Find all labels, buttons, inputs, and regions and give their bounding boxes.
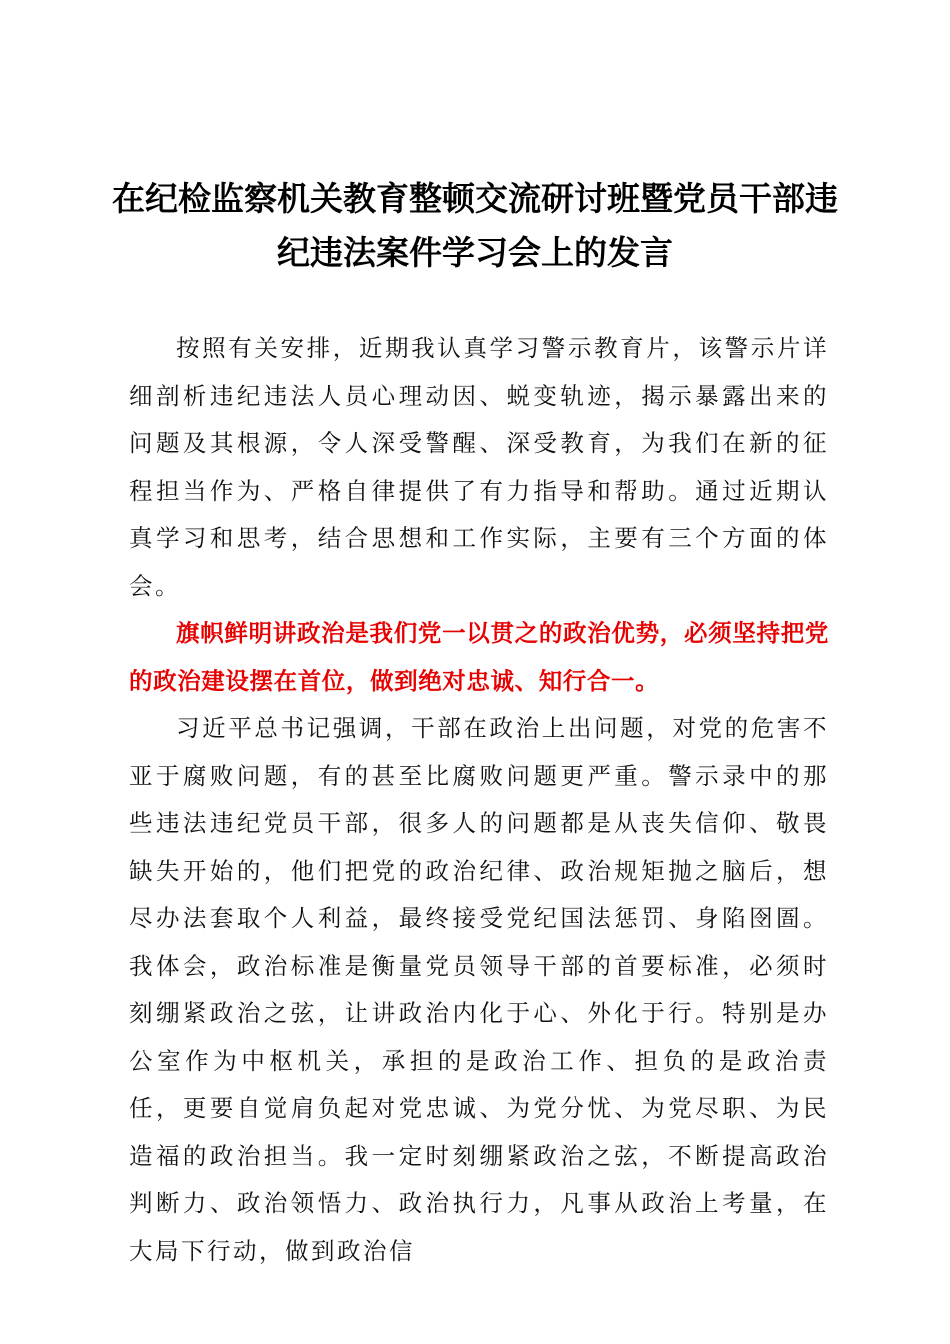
intro-paragraph: 按照有关安排，近期我认真学习警示教育片，该警示片详细剖析违纪违法人员心理动因、蜕变轨迹，揭示暴露出来的问题及其根源，令人深受警醒、深受教育，为我们在新的征程担当作为、严格自律提供了有力指导和帮助。通过近期认真学习和思考，结合思想和工作实际，主要有三个方面的体会。 xyxy=(129,334,829,600)
document-title: 在纪检监察机关教育整顿交流研讨班暨党员干部违纪违法案件学习会上的发言 xyxy=(112,179,838,272)
section-heading-politics: 旗帜鲜明讲政治是我们党一以贯之的政治优势，必须坚持把党的政治建设摆在首位，做到绝对忠诚、知行合一。 xyxy=(129,619,829,695)
body-paragraph-politics: 习近平总书记强调，干部在政治上出问题，对党的危害不亚于腐败问题，有的甚至比腐败问题更严重。警示录中的那些违法违纪党员干部，很多人的问题都是从丧失信仰、敬畏缺失开始的，他们把党的政治纪律、政治规矩抛之脑后，想尽办法套取个人利益，最终接受党纪国法惩罚、身陷囹圄。我体会，政治标准是衡量党员领导干部的首要标准，必须时刻绷紧政治之弦，让讲政治内化于心、外化于行。特别是办公室作为中枢机关，承担的是政治工作、担负的是政治责任，更要自觉肩负起对党忠诚、为党分忧、为党尽职、为民造福的政治担当。我一定时刻绷紧政治之弦，不断提高政治判断力、政治领悟力、政治执行力，凡事从政治上考量，在大局下行动，做到政治信 xyxy=(129,714,829,1265)
document-body xyxy=(129,325,829,1275)
